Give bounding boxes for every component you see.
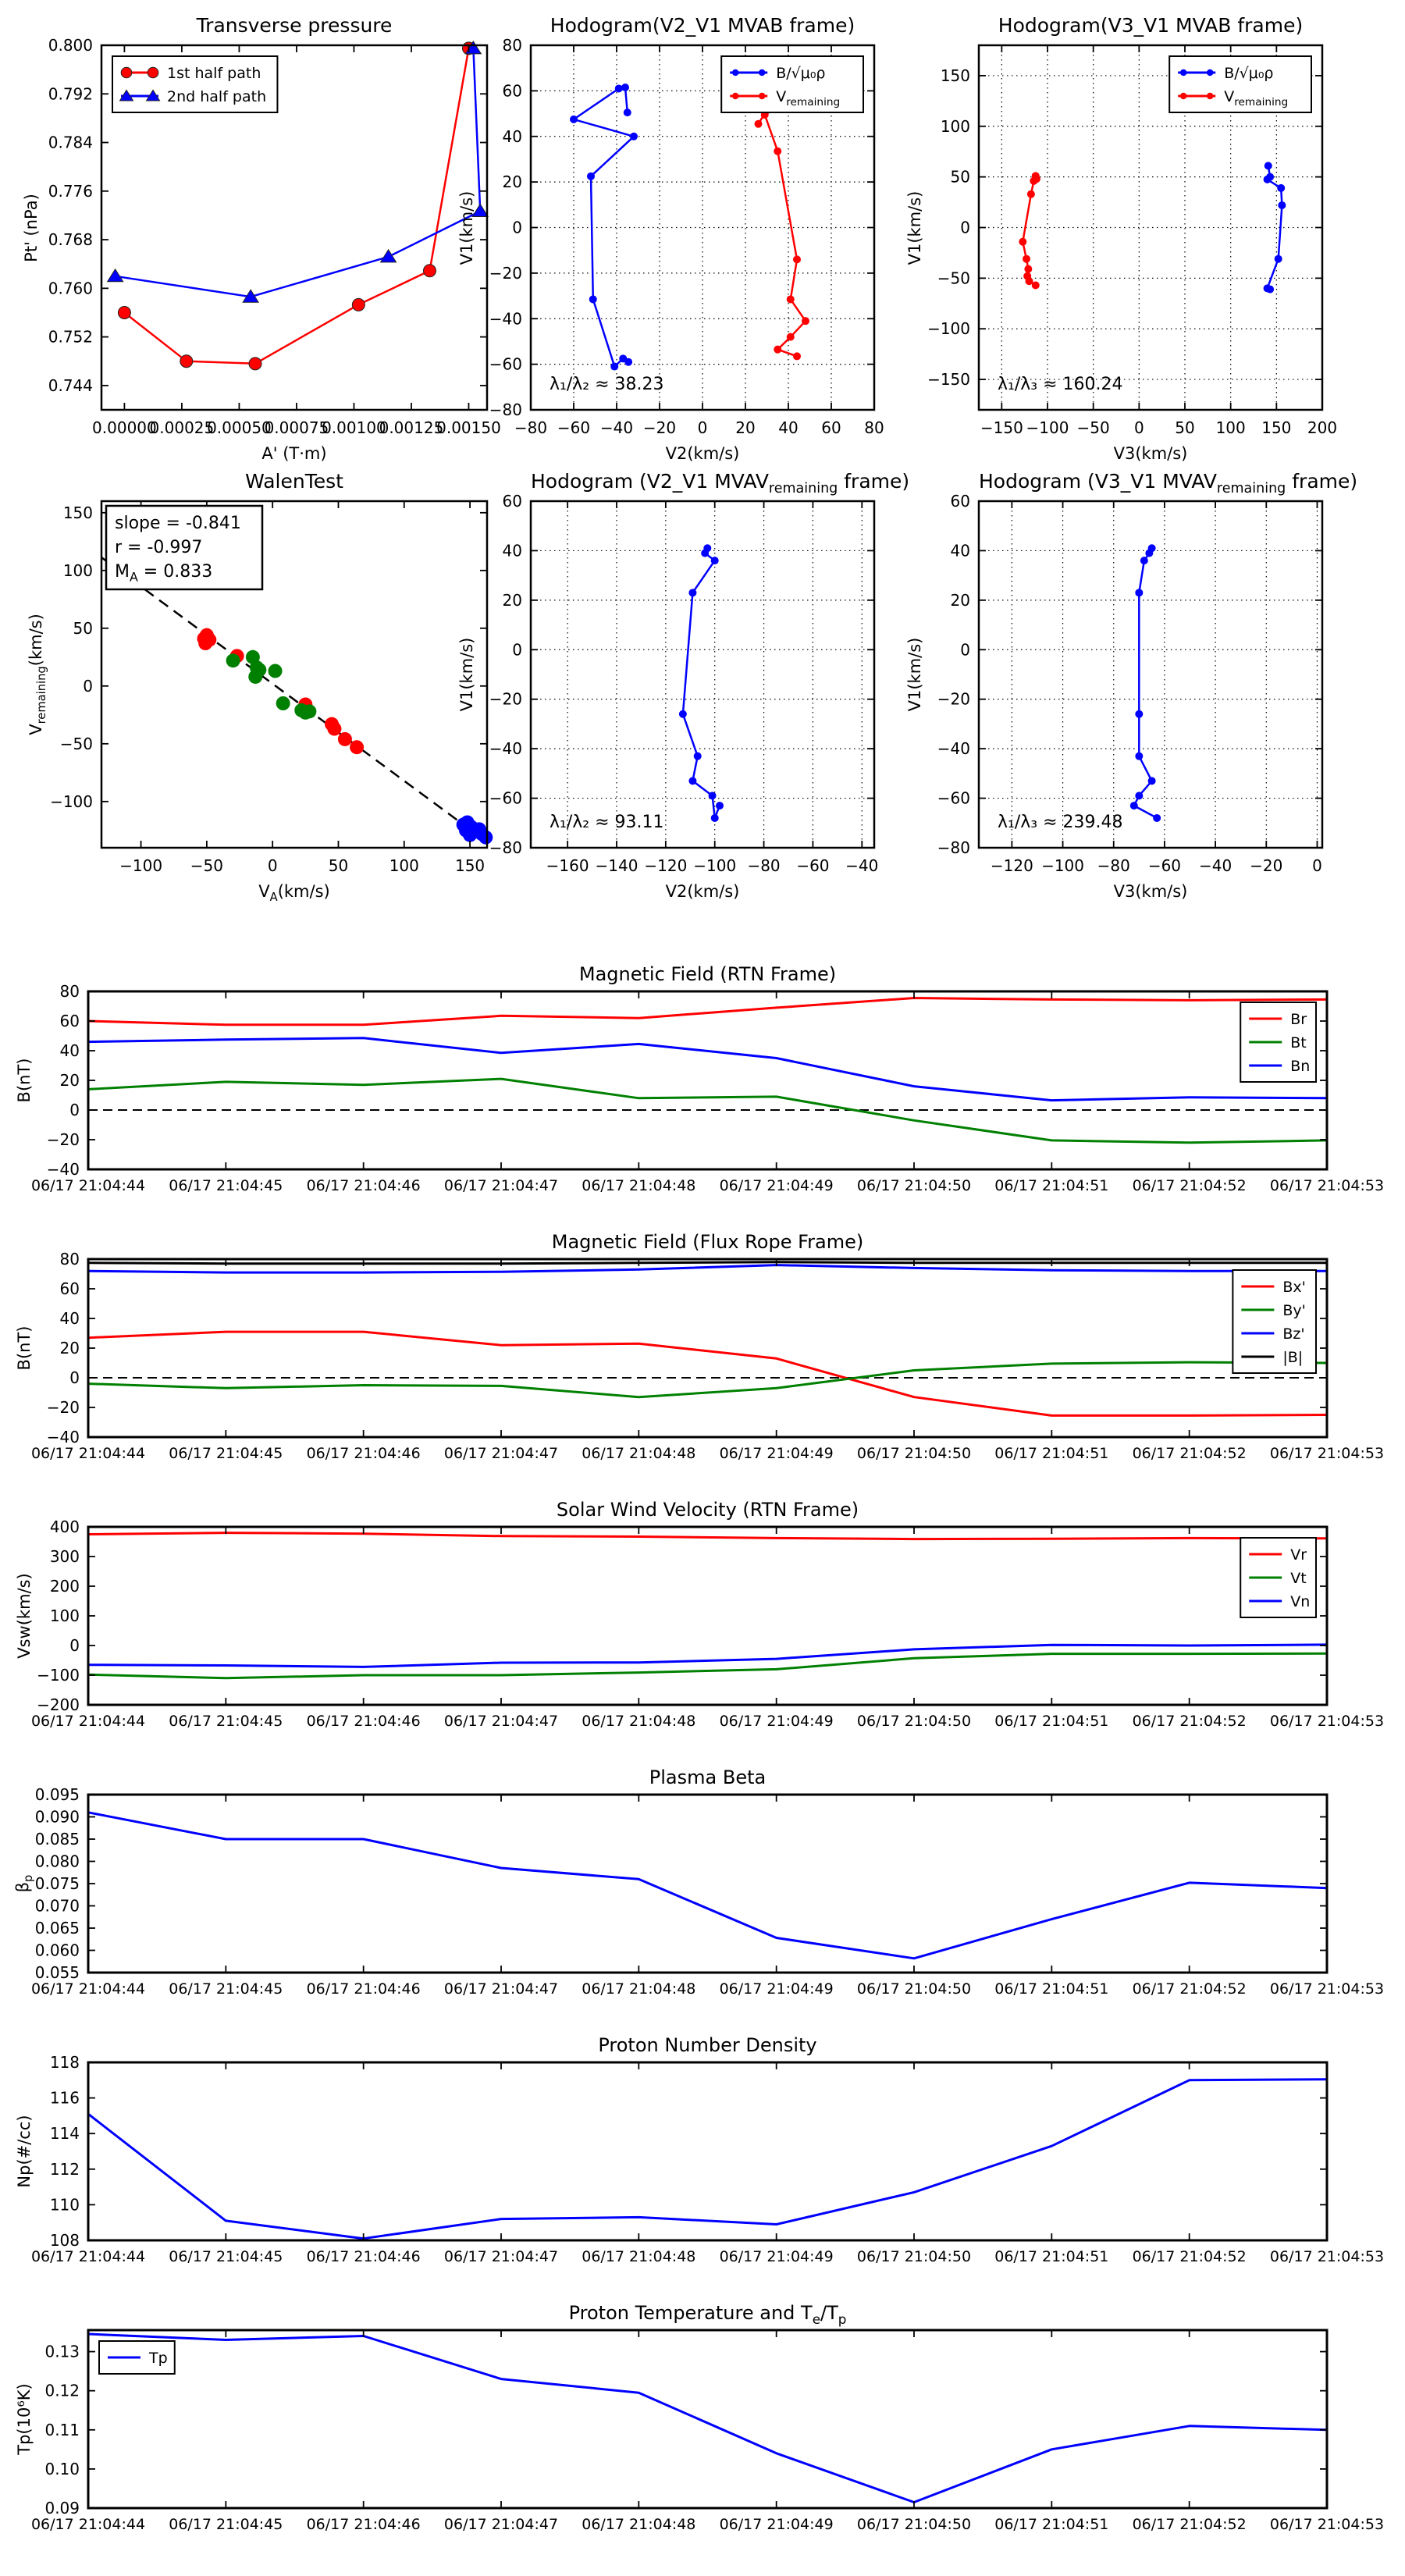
svg-text:118: 118 [49, 2053, 80, 2072]
svg-text:50: 50 [73, 618, 93, 638]
chart-magnetic-field-rtn [15, 963, 1385, 1194]
svg-text:06/17 21:04:44: 06/17 21:04:44 [30, 1177, 146, 1194]
svg-text:06/17 21:04:53: 06/17 21:04:53 [1269, 1980, 1385, 1998]
chart-transverse-pressure [22, 14, 501, 463]
svg-text:−40: −40 [46, 1160, 80, 1179]
svg-text:06/17 21:04:52: 06/17 21:04:52 [1132, 2516, 1247, 2533]
svg-text:−20: −20 [46, 1398, 80, 1417]
svg-text:06/17 21:04:50: 06/17 21:04:50 [856, 2516, 972, 2533]
plot-area [489, 36, 884, 437]
svg-text:−100: −100 [927, 319, 970, 339]
svg-text:0.055: 0.055 [34, 1963, 80, 1982]
plot-area [489, 492, 879, 875]
svg-text:60: 60 [59, 1279, 80, 1298]
plot-area [30, 982, 1385, 1194]
svg-text:150: 150 [1261, 418, 1292, 437]
svg-text:100: 100 [940, 116, 970, 136]
chart-title: Hodogram (V3_V1 $MVAV_{remaining}$ frame) [979, 470, 1358, 496]
svg-text:−60: −60 [796, 856, 830, 875]
svg-text:−200: −200 [37, 1695, 80, 1714]
y-axis-label: V1(km/s) [905, 190, 924, 265]
chart-title: Solar Wind Velocity (RTN Frame) [556, 1499, 859, 1521]
svg-text:B/√μ₀ρ: B/√μ₀ρ [776, 65, 826, 82]
svg-text:0.00075: 0.00075 [264, 418, 329, 437]
svg-text:λ₁/λ₂ ≈ 38.23: λ₁/λ₂ ≈ 38.23 [550, 375, 664, 394]
chart-title: Hodogram(V2_V1 MVAB frame) [550, 14, 855, 37]
svg-text:06/17 21:04:49: 06/17 21:04:49 [719, 1445, 834, 1462]
svg-text:−100: −100 [1041, 856, 1085, 875]
y-axis-label: Tp(10⁶K) [15, 2383, 34, 2455]
svg-text:40: 40 [59, 1041, 80, 1060]
y-axis-label: B(nT) [15, 1058, 34, 1103]
svg-text:200: 200 [1307, 418, 1338, 437]
svg-text:06/17 21:04:46: 06/17 21:04:46 [306, 1980, 421, 1998]
svg-text:MA = 0.833: $M_A = 0.833$ [115, 562, 213, 585]
svg-text:06/17 21:04:51: 06/17 21:04:51 [994, 2248, 1109, 2265]
svg-text:−80: −80 [937, 838, 970, 857]
svg-text:06/17 21:04:52: 06/17 21:04:52 [1132, 1980, 1247, 1998]
svg-text:Br: Br [1290, 1011, 1307, 1028]
svg-text:06/17 21:04:53: 06/17 21:04:53 [1269, 2248, 1385, 2265]
chart-hodogram-v3v1-mvav [905, 470, 1358, 901]
svg-text:06/17 21:04:47: 06/17 21:04:47 [443, 1445, 559, 1462]
svg-text:06/17 21:04:48: 06/17 21:04:48 [582, 2516, 696, 2533]
y-axis-label: V1(km/s) [905, 637, 924, 712]
svg-text:−40: −40 [937, 739, 970, 759]
chart-title: Proton Temperature and $T_e/T_p$ [568, 2302, 847, 2327]
svg-text:−40: −40 [489, 309, 522, 329]
svg-text:−40: −40 [46, 1428, 80, 1446]
svg-text:−60: −60 [557, 418, 591, 437]
svg-text:−20: −20 [46, 1130, 80, 1149]
svg-text:100: 100 [49, 1606, 80, 1625]
svg-text:|B|: |B| [1282, 1349, 1304, 1366]
svg-text:06/17 21:04:53: 06/17 21:04:53 [1269, 1177, 1385, 1194]
svg-text:06/17 21:04:50: 06/17 21:04:50 [856, 1713, 972, 1730]
svg-text:06/17 21:04:47: 06/17 21:04:47 [443, 2516, 559, 2533]
y-axis-label: V1(km/s) [457, 190, 476, 265]
svg-text:−100: −100 [1026, 418, 1069, 437]
svg-text:−160: −160 [546, 856, 589, 875]
svg-text:40: 40 [59, 1309, 80, 1328]
svg-text:−60: −60 [489, 354, 522, 374]
svg-text:−60: −60 [1147, 856, 1182, 875]
svg-text:40: 40 [502, 126, 522, 146]
svg-text:06/17 21:04:45: 06/17 21:04:45 [169, 1445, 283, 1462]
svg-text:06/17 21:04:44: 06/17 21:04:44 [30, 1713, 146, 1730]
svg-text:0.776: 0.776 [48, 181, 93, 201]
svg-text:06/17 21:04:44: 06/17 21:04:44 [30, 2248, 146, 2265]
svg-text:06/17 21:04:45: 06/17 21:04:45 [169, 1177, 283, 1194]
chart-magnetic-field-fluxrope [15, 1231, 1385, 1462]
svg-text:Bz': Bz' [1282, 1325, 1305, 1343]
svg-text:0.00000: 0.00000 [92, 418, 157, 437]
plot-area [50, 501, 487, 875]
svg-text:0.00025: 0.00025 [149, 418, 215, 437]
svg-text:06/17 21:04:48: 06/17 21:04:48 [582, 1980, 696, 1998]
plot-area [30, 1250, 1385, 1462]
svg-text:Vt: Vt [1290, 1570, 1307, 1587]
svg-text:06/17 21:04:47: 06/17 21:04:47 [443, 1177, 559, 1194]
svg-text:0.00150: 0.00150 [436, 418, 501, 437]
svg-text:0: 0 [697, 418, 708, 437]
chart-title: Plasma Beta [649, 1767, 767, 1788]
svg-text:06/17 21:04:52: 06/17 21:04:52 [1132, 1713, 1247, 1730]
svg-text:06/17 21:04:51: 06/17 21:04:51 [994, 1445, 1109, 1462]
svg-text:−40: −40 [845, 856, 879, 875]
svg-text:06/17 21:04:50: 06/17 21:04:50 [856, 1177, 972, 1194]
svg-text:Vremaining: $V_{remaining}$ [776, 88, 841, 109]
chart-plasma-beta [12, 1767, 1385, 1998]
svg-text:0.768: 0.768 [48, 230, 93, 250]
svg-text:Vn: Vn [1290, 1593, 1311, 1610]
svg-text:0.10: 0.10 [44, 2459, 80, 2478]
svg-text:80: 80 [59, 1250, 80, 1268]
svg-text:200: 200 [49, 1577, 80, 1596]
svg-text:2nd half path: 2nd half path [167, 88, 267, 105]
y-axis-label: $\beta_p$ [12, 1874, 36, 1893]
svg-text:slope = -0.841: slope = -0.841 [115, 514, 241, 533]
svg-text:−40: −40 [599, 418, 634, 437]
svg-text:−40: −40 [489, 739, 522, 759]
svg-text:−80: −80 [489, 400, 522, 419]
svg-text:50: 50 [950, 167, 970, 187]
chart-title: Proton Number Density [598, 2034, 817, 2056]
svg-text:80: 80 [502, 36, 522, 55]
svg-text:100: 100 [62, 560, 93, 580]
svg-text:0: 0 [960, 218, 970, 237]
y-axis-label: Pt' (nPa) [22, 193, 41, 262]
svg-text:−80: −80 [489, 838, 522, 857]
svg-text:06/17 21:04:45: 06/17 21:04:45 [169, 2248, 283, 2265]
svg-text:150: 150 [940, 66, 970, 85]
plot-area [927, 45, 1338, 437]
svg-text:80: 80 [864, 418, 884, 437]
svg-text:100: 100 [1215, 418, 1246, 437]
svg-text:20: 20 [502, 173, 522, 192]
svg-text:50: 50 [1175, 418, 1195, 437]
svg-text:06/17 21:04:51: 06/17 21:04:51 [994, 2516, 1109, 2533]
svg-text:0.09: 0.09 [44, 2499, 80, 2517]
svg-text:110: 110 [49, 2195, 80, 2215]
x-axis-label: V2(km/s) [665, 444, 740, 463]
svg-text:0.784: 0.784 [48, 133, 93, 152]
plot-area [937, 492, 1322, 875]
svg-text:06/17 21:04:44: 06/17 21:04:44 [30, 1445, 146, 1462]
svg-text:0.085: 0.085 [34, 1830, 80, 1848]
svg-text:0.744: 0.744 [48, 375, 93, 395]
chart-solar-wind-velocity [15, 1499, 1385, 1730]
svg-text:−60: −60 [937, 788, 970, 808]
x-axis-label: V2(km/s) [665, 882, 740, 901]
svg-text:−150: −150 [927, 370, 970, 390]
chart-hodogram-v3v1-mvab [905, 14, 1338, 463]
svg-text:0.00100: 0.00100 [322, 418, 386, 437]
svg-text:06/17 21:04:45: 06/17 21:04:45 [169, 1980, 283, 1998]
svg-text:06/17 21:04:48: 06/17 21:04:48 [582, 2248, 696, 2265]
chart-title: Magnetic Field (Flux Rope Frame) [551, 1231, 864, 1253]
svg-text:06/17 21:04:52: 06/17 21:04:52 [1132, 2248, 1247, 2265]
svg-text:0.12: 0.12 [44, 2381, 80, 2400]
y-axis-label: V1(km/s) [457, 637, 476, 712]
svg-text:0.060: 0.060 [34, 1941, 80, 1960]
svg-text:06/17 21:04:49: 06/17 21:04:49 [719, 1713, 834, 1730]
svg-text:40: 40 [950, 541, 970, 560]
svg-text:06/17 21:04:44: 06/17 21:04:44 [30, 1980, 146, 1998]
plot-area [48, 36, 501, 437]
svg-text:−120: −120 [644, 856, 688, 875]
svg-text:−100: −100 [50, 792, 93, 811]
svg-text:−120: −120 [990, 856, 1033, 875]
svg-text:06/17 21:04:49: 06/17 21:04:49 [719, 1177, 834, 1194]
svg-text:0.00125: 0.00125 [379, 418, 444, 437]
svg-text:06/17 21:04:46: 06/17 21:04:46 [306, 2248, 421, 2265]
svg-text:116: 116 [49, 2088, 80, 2108]
y-axis-label: B(nT) [15, 1325, 34, 1371]
svg-text:−20: −20 [642, 418, 677, 437]
chart-walen-test [26, 470, 487, 905]
y-axis-label: $V_{remaining}(km/s)$ [26, 614, 49, 735]
svg-text:150: 150 [62, 503, 93, 522]
svg-text:−50: −50 [190, 856, 223, 875]
svg-text:06/17 21:04:52: 06/17 21:04:52 [1132, 1445, 1247, 1462]
svg-text:40: 40 [502, 541, 522, 560]
svg-text:−150: −150 [980, 418, 1023, 437]
svg-text:20: 20 [502, 590, 522, 610]
svg-text:06/17 21:04:47: 06/17 21:04:47 [443, 2248, 559, 2265]
svg-text:−20: −20 [937, 689, 970, 709]
svg-text:300: 300 [49, 1547, 80, 1566]
svg-text:20: 20 [59, 1071, 80, 1090]
svg-text:06/17 21:04:45: 06/17 21:04:45 [169, 2516, 283, 2533]
svg-text:Vr: Vr [1290, 1546, 1307, 1564]
svg-text:−60: −60 [489, 788, 522, 808]
svg-text:0.070: 0.070 [34, 1896, 80, 1916]
chart-title: Magnetic Field (RTN Frame) [578, 963, 837, 985]
svg-text:80: 80 [59, 982, 80, 1001]
svg-text:0.075: 0.075 [34, 1874, 80, 1893]
svg-text:100: 100 [389, 856, 419, 875]
plot-area [30, 1517, 1385, 1730]
svg-text:0.752: 0.752 [48, 327, 93, 347]
svg-text:0.00050: 0.00050 [207, 418, 272, 437]
svg-text:20: 20 [59, 1339, 80, 1357]
svg-text:0: 0 [512, 640, 522, 660]
chart-title: WalenTest [245, 470, 343, 493]
x-axis-label: V3(km/s) [1113, 882, 1188, 901]
svg-text:λ₁/λ₃ ≈ 239.48: λ₁/λ₃ ≈ 239.48 [998, 813, 1123, 832]
svg-text:06/17 21:04:53: 06/17 21:04:53 [1269, 1445, 1385, 1462]
svg-text:0.065: 0.065 [34, 1919, 80, 1937]
chart-proton-temperature [15, 2302, 1385, 2533]
svg-text:400: 400 [49, 1517, 80, 1536]
svg-text:06/17 21:04:50: 06/17 21:04:50 [856, 1445, 972, 1462]
x-axis-label: A' (T·m) [261, 444, 327, 463]
svg-text:0: 0 [69, 1636, 80, 1655]
svg-text:108: 108 [49, 2231, 80, 2250]
svg-text:0: 0 [69, 1101, 80, 1119]
svg-text:150: 150 [454, 856, 486, 875]
svg-text:0.760: 0.760 [48, 279, 93, 298]
svg-text:0.11: 0.11 [44, 2420, 80, 2439]
plot-area [30, 2053, 1385, 2265]
svg-text:−100: −100 [119, 856, 163, 875]
svg-text:Bt: Bt [1290, 1034, 1307, 1051]
svg-text:06/17 21:04:53: 06/17 21:04:53 [1269, 1713, 1385, 1730]
svg-text:06/17 21:04:49: 06/17 21:04:49 [719, 2516, 834, 2533]
svg-text:0: 0 [1312, 856, 1322, 875]
chart-title: Hodogram(V3_V1 MVAB frame) [998, 14, 1304, 37]
svg-text:06/17 21:04:50: 06/17 21:04:50 [856, 1980, 972, 1998]
svg-text:−20: −20 [1250, 856, 1283, 875]
y-axis-label: Np(#/cc) [15, 2115, 34, 2188]
svg-text:−80: −80 [1097, 856, 1130, 875]
svg-text:60: 60 [59, 1012, 80, 1030]
svg-text:06/17 21:04:44: 06/17 21:04:44 [30, 2516, 146, 2533]
svg-text:−100: −100 [693, 856, 737, 875]
svg-text:−20: −20 [489, 263, 522, 283]
svg-text:06/17 21:04:48: 06/17 21:04:48 [582, 1177, 696, 1194]
svg-text:06/17 21:04:51: 06/17 21:04:51 [994, 1713, 1109, 1730]
svg-text:0.13: 0.13 [44, 2342, 80, 2361]
svg-text:06/17 21:04:48: 06/17 21:04:48 [582, 1713, 696, 1730]
svg-text:−50: −50 [59, 734, 93, 753]
svg-text:0.800: 0.800 [48, 36, 93, 55]
svg-text:0: 0 [69, 1368, 80, 1387]
svg-text:0.080: 0.080 [34, 1852, 80, 1871]
svg-text:0: 0 [1133, 418, 1144, 437]
svg-text:60: 60 [950, 492, 970, 511]
svg-text:B/√μ₀ρ: B/√μ₀ρ [1224, 65, 1274, 82]
svg-text:Vremaining: $V_{remaining}$ [1224, 88, 1289, 109]
svg-text:06/17 21:04:46: 06/17 21:04:46 [306, 1713, 421, 1730]
svg-text:40: 40 [778, 418, 799, 437]
chart-title: Transverse pressure [196, 14, 393, 37]
svg-text:06/17 21:04:50: 06/17 21:04:50 [856, 2248, 972, 2265]
svg-text:06/17 21:04:53: 06/17 21:04:53 [1269, 2516, 1385, 2533]
svg-text:0: 0 [960, 640, 970, 660]
svg-text:60: 60 [502, 492, 522, 511]
svg-text:−100: −100 [37, 1666, 80, 1685]
svg-text:0: 0 [267, 856, 278, 875]
svg-text:−140: −140 [595, 856, 638, 875]
x-axis-label: V3(km/s) [1113, 444, 1188, 463]
y-axis-label: Vsw(km/s) [15, 1573, 34, 1659]
svg-text:114: 114 [49, 2124, 80, 2144]
svg-text:06/17 21:04:49: 06/17 21:04:49 [719, 1980, 834, 1998]
chart-proton-number-density [15, 2034, 1385, 2265]
svg-text:06/17 21:04:45: 06/17 21:04:45 [169, 1713, 283, 1730]
svg-text:06/17 21:04:46: 06/17 21:04:46 [306, 2516, 421, 2533]
svg-text:1st half path: 1st half path [167, 65, 261, 82]
svg-text:06/17 21:04:46: 06/17 21:04:46 [306, 1445, 421, 1462]
svg-text:Tp: Tp [149, 2350, 168, 2367]
svg-text:λ₁/λ₂ ≈ 93.11: λ₁/λ₂ ≈ 93.11 [550, 813, 664, 832]
svg-text:06/17 21:04:48: 06/17 21:04:48 [582, 1445, 696, 1462]
svg-text:Bx': Bx' [1282, 1279, 1306, 1296]
svg-text:60: 60 [821, 418, 841, 437]
svg-text:0.792: 0.792 [48, 84, 93, 104]
plot-area [30, 1785, 1385, 1998]
svg-text:−80: −80 [514, 418, 548, 437]
svg-text:0.090: 0.090 [34, 1807, 80, 1827]
svg-text:0.095: 0.095 [34, 1785, 80, 1804]
svg-text:By': By' [1282, 1302, 1306, 1319]
svg-text:60: 60 [502, 81, 522, 101]
svg-text:−20: −20 [489, 689, 522, 709]
svg-text:−50: −50 [937, 269, 970, 288]
svg-text:r = -0.997: r = -0.997 [115, 538, 203, 557]
svg-text:06/17 21:04:47: 06/17 21:04:47 [443, 1713, 559, 1730]
svg-text:112: 112 [49, 2159, 80, 2179]
svg-text:0: 0 [512, 218, 522, 237]
svg-text:06/17 21:04:52: 06/17 21:04:52 [1132, 1177, 1247, 1194]
svg-text:20: 20 [950, 590, 970, 610]
svg-text:06/17 21:04:49: 06/17 21:04:49 [719, 2248, 834, 2265]
svg-text:06/17 21:04:51: 06/17 21:04:51 [994, 1980, 1109, 1998]
svg-text:06/17 21:04:46: 06/17 21:04:46 [306, 1177, 421, 1194]
plot-area [30, 2330, 1385, 2533]
svg-text:06/17 21:04:51: 06/17 21:04:51 [994, 1177, 1109, 1194]
svg-text:−40: −40 [1199, 856, 1232, 875]
x-axis-label: $V_A(km/s)$ [258, 882, 330, 905]
svg-text:λ₁/λ₃ ≈ 160.24: λ₁/λ₃ ≈ 160.24 [998, 375, 1123, 394]
svg-text:Bn: Bn [1290, 1058, 1311, 1075]
svg-text:0: 0 [83, 676, 93, 696]
chart-title: Hodogram (V2_V1 $MVAV_{remaining}$ frame) [531, 470, 910, 496]
svg-text:50: 50 [328, 856, 349, 875]
svg-text:−80: −80 [747, 856, 781, 875]
svg-text:06/17 21:04:47: 06/17 21:04:47 [443, 1980, 559, 1998]
svg-text:20: 20 [735, 418, 756, 437]
svg-text:−50: −50 [1076, 418, 1110, 437]
